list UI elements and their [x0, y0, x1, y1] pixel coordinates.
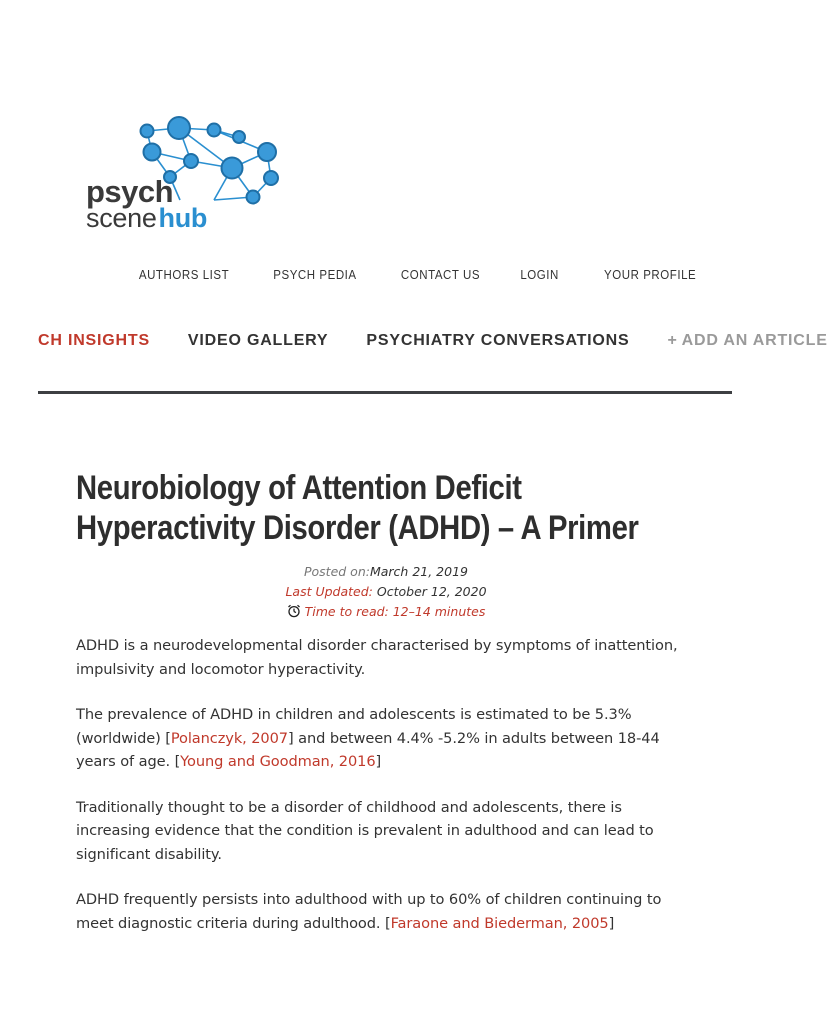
paragraph-1: ADHD is a neurodevelopmental disorder characterised by symptoms of inattention, impulsivity and locomotor hyperactivity.	[76, 637, 678, 678]
main-nav-ch-insights[interactable]: CH INSIGHTS	[38, 332, 150, 349]
posted-on-row	[76, 562, 696, 582]
last-updated-label: Last Updated:	[285, 584, 373, 599]
paragraph-4	[76, 888, 696, 935]
paragraph-4-text-a: ADHD frequently persists into adulthood with up to 60% of children continuing to meet diagnostic criteria during adulthood. [	[76, 891, 662, 932]
nav-login[interactable]: LOGIN	[520, 268, 559, 282]
logo-word-scene: scene	[86, 203, 157, 233]
paragraph-4-text-b: ]	[608, 914, 615, 932]
paragraph-2-text-c: ]	[375, 753, 382, 770]
nav-psych-pedia[interactable]: PSYCH PEDIA	[273, 268, 357, 282]
paragraph-2-text-b: ] and between 4.4% -5.2% in adults between 18-44 years of age. [	[76, 729, 660, 770]
logo-word-scene-hub	[86, 205, 207, 232]
main-nav-add-an-article-label: ADD AN ARTICLE	[681, 332, 828, 349]
main-nav-psychiatry-conversations[interactable]: PSYCHIATRY CONVERSATIONS	[366, 332, 630, 349]
citation-link-polanczyk[interactable]: Polanczyk, 2007	[170, 729, 288, 747]
article-title-line2: Hyperactivity Disorder (ADHD) – A Primer	[76, 509, 639, 547]
site-logo[interactable]	[86, 110, 286, 240]
alarm-clock-icon	[287, 604, 301, 624]
citation-link-young-goodman[interactable]: Young and Goodman, 2016	[180, 753, 376, 770]
top-navigation	[94, 268, 696, 282]
citation-link-faraone-biederman[interactable]: Faraone and Biederman, 2005	[390, 914, 609, 932]
logo-wordmark	[86, 176, 207, 232]
last-updated-date: October 12, 2020	[376, 584, 487, 599]
paragraph-3: Traditionally thought to be a disorder of childhood and adolescents, there is increasing evidence that the condition is prevalent in adulthood and can lead to significant disability.	[76, 798, 654, 863]
main-nav-video-gallery[interactable]: VIDEO GALLERY	[187, 332, 329, 349]
article	[76, 468, 696, 957]
paragraph-2	[76, 703, 696, 774]
last-updated-row	[76, 582, 696, 602]
logo-word-hub: hub	[158, 203, 208, 233]
article-meta	[76, 562, 696, 624]
article-title	[76, 468, 695, 548]
main-nav-add-an-article[interactable]	[668, 332, 828, 350]
read-time-row	[76, 602, 696, 624]
nav-contact-us[interactable]: CONTACT US	[400, 268, 480, 282]
article-title-line1: Neurobiology of Attention Deficit	[76, 469, 522, 507]
paragraph-2-text-a: The prevalence of ADHD in children and adolescents is estimated to be 5.3% (worldwide) [	[76, 706, 632, 747]
logo-word-psych: psych	[86, 174, 174, 209]
nav-your-profile[interactable]: YOUR PROFILE	[603, 268, 696, 282]
posted-on-label: Posted on:	[303, 564, 370, 579]
nav-authors-list[interactable]: AUTHORS LIST	[138, 268, 230, 282]
posted-on-date: March 21, 2019	[369, 564, 468, 579]
main-navigation	[38, 330, 828, 394]
read-time-text: Time to read: 12–14 minutes	[304, 604, 486, 619]
plus-icon: +	[667, 332, 678, 349]
